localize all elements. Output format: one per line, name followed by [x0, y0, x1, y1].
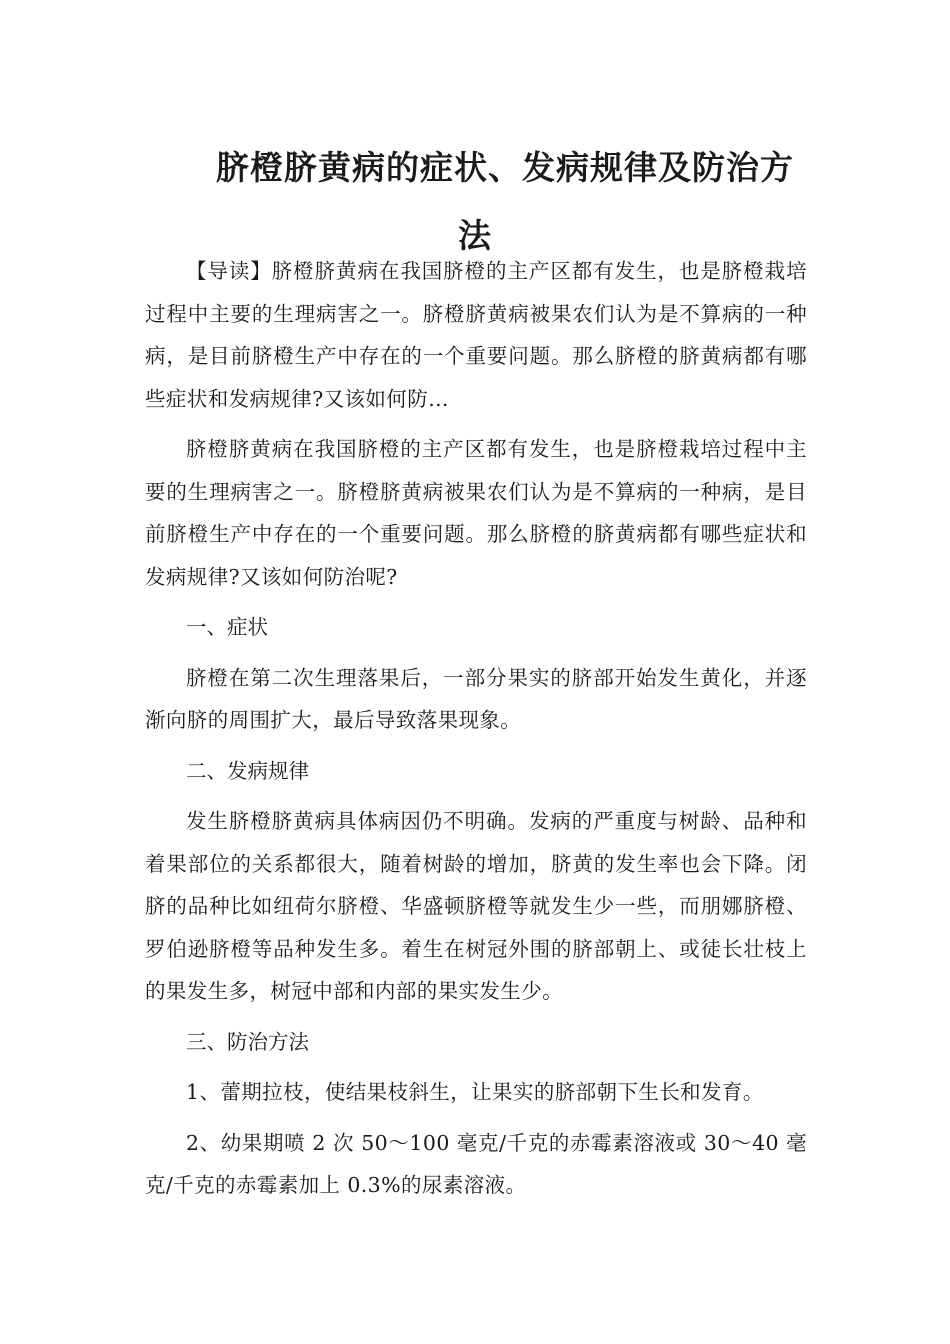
- intro-paragraph: 【导读】脐橙脐黄病在我国脐橙的主产区都有发生，也是脐橙栽培过程中主要的生理病害之一。脐橙脐黄病被果农们认为是不算病的一种病，是目前脐橙生产中存在的一个重要问题。那么脐橙的脐黄病都有哪些症状和发病规律?又该如何防…: [145, 259, 807, 411]
- section-2-heading: 二、发病规律: [186, 758, 309, 783]
- section-3-heading: 三、防治方法: [186, 1029, 309, 1054]
- section-1-text: 脐橙在第二次生理落果后，一部分果实的脐部开始发生黄化，并逐渐向脐的周围扩大，最后导致落果现象。: [145, 665, 807, 732]
- section-2-text: 发生脐橙脐黄病具体病因仍不明确。发病的严重度与树龄、品种和着果部位的关系都很大，随着树龄的增加，脐黄的发生率也会下降。闭脐的品种比如纽荷尔脐橙、华盛顿脐橙等就发生少一些，而朋娜脐橙、罗伯逊脐橙等品种发生多。着生在树冠外围的脐部朝上、或徒长壮枝上的果发生多，树冠中部和内部的果实发生少。: [145, 809, 807, 1003]
- document-body: [145, 250, 807, 1215]
- section-1-heading: 一、症状: [186, 615, 268, 639]
- paragraph-1: 脐橙脐黄病在我国脐橙的主产区都有发生，也是脐橙栽培过程中主要的生理病害之一。脐橙脐黄病被果农们认为是不算病的一种病，是目前脐橙生产中存在的一个重要问题。那么脐橙的脐黄病都有哪些症状和发病规律?又该如何防治呢?: [145, 437, 807, 589]
- section-3-item-1: 1、蕾期拉枝，使结果枝斜生，让果实的脐部朝下生长和发育。: [186, 1080, 764, 1104]
- document-title: 脐橙脐黄病的症状、发病规律及防治方法: [216, 148, 794, 256]
- section-3-item-2: 2、幼果期喷 2 次 50～100 毫克/千克的赤霉素溶液或 30～40 毫克/千克的赤霉素加上 0.3%的尿素溶液。: [145, 1130, 807, 1197]
